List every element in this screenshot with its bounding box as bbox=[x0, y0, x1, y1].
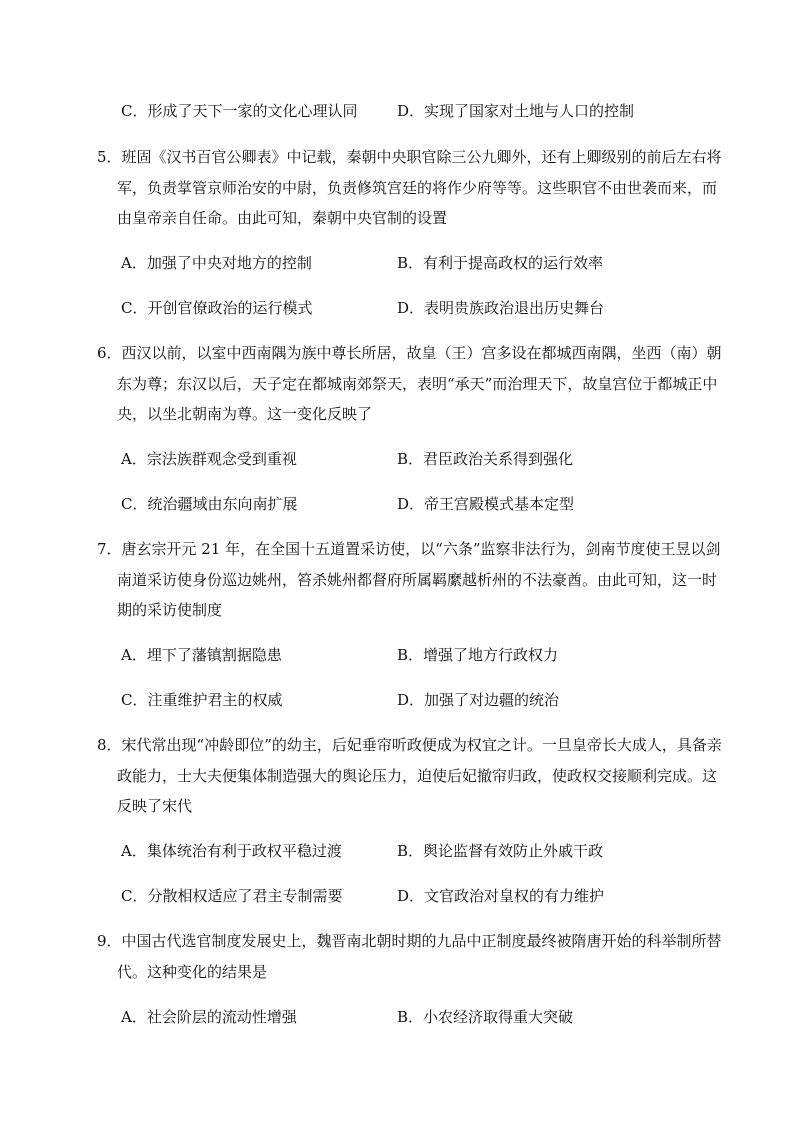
option-a[interactable]: A．社会阶层的流动性增强 bbox=[121, 1008, 297, 1026]
question-9-line-1: 9．中国古代选官制度发展史上，魏晋南北朝时期的九品中正制度最终被隋唐开始的科举制所替 bbox=[97, 932, 722, 950]
question-8-line-3: 反映了宋代 bbox=[117, 797, 193, 815]
question-7-line-3: 期的采访使制度 bbox=[117, 601, 223, 619]
question-5-options-ab bbox=[121, 252, 681, 274]
option-b[interactable]: B．小农经济取得重大突破 bbox=[397, 1008, 574, 1026]
option-b[interactable]: B．君臣政治关系得到强化 bbox=[397, 450, 574, 468]
option-b[interactable]: B．增强了地方行政权力 bbox=[397, 646, 559, 664]
question-6-line-3: 央，以坐北朝南为尊。这一变化反映了 bbox=[117, 405, 373, 423]
question-5-line-1: 5．班固《汉书百官公卿表》中记载，秦朝中央职官除三公九卿外，还有上卿级别的前后左右将 bbox=[97, 148, 722, 166]
option-a[interactable]: A．加强了中央对地方的控制 bbox=[121, 254, 312, 272]
option-c[interactable]: C．注重维护君主的权威 bbox=[121, 691, 283, 709]
question-5-line-3: 由皇帝亲自任命。由此可知，秦朝中央官制的设置 bbox=[117, 209, 448, 227]
question-5-options-cd bbox=[121, 297, 681, 319]
option-d[interactable]: D．帝王宫殿模式基本定型 bbox=[397, 495, 575, 513]
question-8-line-1: 8．宋代常出现“冲龄即位”的幼主，后妃垂帘听政便成为权宜之计。一旦皇帝长大成人，具备亲 bbox=[97, 736, 722, 754]
question-8-options-ab bbox=[121, 840, 681, 862]
question-6-options-cd bbox=[121, 493, 681, 515]
option-c[interactable]: C．开创官僚政治的运行模式 bbox=[121, 299, 313, 317]
question-8-options-cd bbox=[121, 885, 681, 907]
question-6-options-ab bbox=[121, 448, 681, 470]
prev-options-row-cd bbox=[121, 100, 681, 122]
question-7-line-2: 南道采访使身份巡边姚州，笞杀姚州都督府所属羁縻越析州的不法豪酋。由此可知，这一时 bbox=[117, 571, 718, 589]
question-5-line-2: 军，负责掌管京师治安的中尉，负责修筑宫廷的将作少府等等。这些职官不由世袭而来，而 bbox=[117, 179, 718, 197]
option-a[interactable]: A．埋下了藩镇割据隐患 bbox=[121, 646, 282, 664]
option-c[interactable]: C．统治疆域由东向南扩展 bbox=[121, 495, 298, 513]
question-9-options-ab bbox=[121, 1006, 681, 1028]
option-c: C．形成了天下一家的文化心理认同 bbox=[121, 102, 358, 120]
question-9-line-2: 代。这种变化的结果是 bbox=[117, 963, 268, 981]
option-d[interactable]: D．加强了对边疆的统治 bbox=[397, 691, 560, 709]
option-d[interactable]: D．表明贵族政治退出历史舞台 bbox=[397, 299, 605, 317]
question-8-line-2: 政能力，士大夫便集体制造强大的舆论压力，迫使后妃撤帘归政，使政权交接顺利完成。这 bbox=[117, 767, 718, 785]
option-b[interactable]: B．舆论监督有效防止外戚干政 bbox=[397, 842, 604, 860]
option-d: D．实现了国家对土地与人口的控制 bbox=[397, 102, 635, 120]
option-a[interactable]: A．宗法族群观念受到重视 bbox=[121, 450, 297, 468]
question-7-options-cd bbox=[121, 689, 681, 711]
question-7-options-ab bbox=[121, 644, 681, 666]
option-d[interactable]: D．文官政治对皇权的有力维护 bbox=[397, 887, 605, 905]
option-c[interactable]: C．分散相权适应了君主专制需要 bbox=[121, 887, 343, 905]
option-b[interactable]: B．有利于提高政权的运行效率 bbox=[397, 254, 604, 272]
question-7-line-1: 7．唐玄宗开元 21 年，在全国十五道置采访使，以“六条”监察非法行为，剑南节度使王昱以剑 bbox=[97, 540, 721, 558]
question-6-line-1: 6．西汉以前，以室中西南隅为族中尊长所居，故皇（王）宫多设在都城西南隅，坐西（南）朝 bbox=[97, 344, 722, 362]
question-6-line-2: 东为尊；东汉以后，天子定在都城南郊祭天，表明“承天”而治理天下，故皇宫位于都城正中 bbox=[117, 375, 718, 393]
option-a[interactable]: A．集体统治有利于政权平稳过渡 bbox=[121, 842, 342, 860]
